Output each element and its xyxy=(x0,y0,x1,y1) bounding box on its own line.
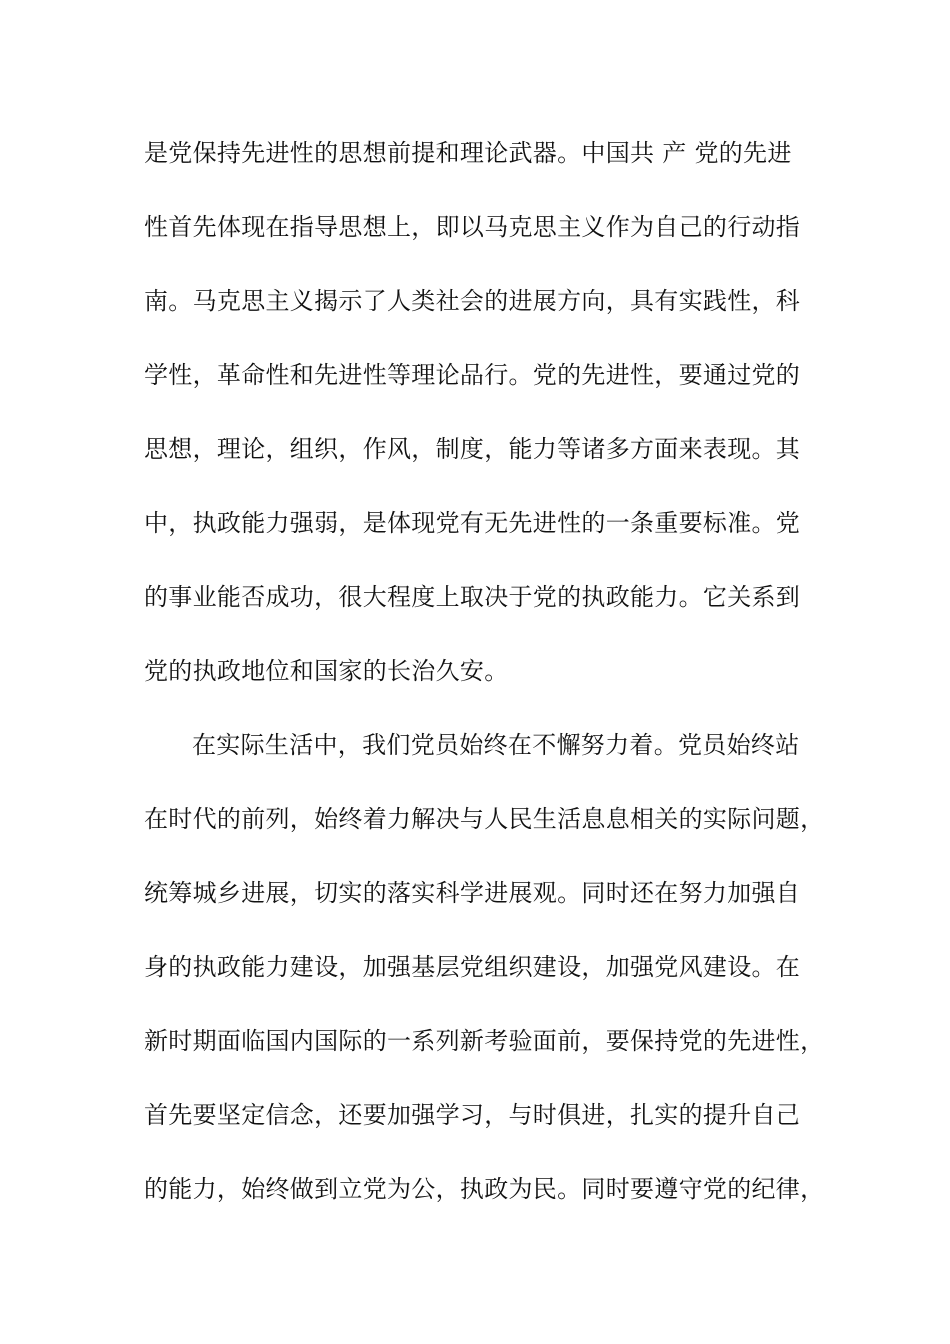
paragraph-line: 思想，理论，组织，作风，制度，能力等诸多方面来表现。其 xyxy=(144,435,801,463)
paragraph-line: 在实际生活中，我们党员始终在不懈努力着。党员始终站 xyxy=(192,731,800,759)
paragraph-1 xyxy=(144,133,808,725)
paragraph-2 xyxy=(144,725,825,1243)
paragraph-line: 身的执政能力建设，加强基层党组织建设，加强党风建设。在 xyxy=(144,953,801,981)
paragraph-line: 南。马克思主义揭示了人类社会的进展方向，具有实践性，科 xyxy=(144,287,801,315)
paragraph-line: 的能力，始终做到立党为公，执政为民。同时要遵守党的纪律， xyxy=(144,1175,825,1203)
body-text xyxy=(144,133,825,1243)
paragraph-line: 是党保持先进性的思想前提和理论武器。中国共 产 党的先进 xyxy=(144,139,792,167)
paragraph-line: 性首先体现在指导思想上，即以马克思主义作为自己的行动指 xyxy=(144,213,801,241)
paragraph-line: 在时代的前列，始终着力解决与人民生活息息相关的实际问题， xyxy=(144,805,825,833)
paragraph-line: 学性，革命性和先进性等理论品行。党的先进性，要通过党的 xyxy=(144,361,801,389)
paragraph-line: 统筹城乡进展，切实的落实科学进展观。同时还在努力加强自 xyxy=(144,879,801,907)
paragraph-line: 新时期面临国内国际的一系列新考验面前，要保持党的先进性， xyxy=(144,1027,825,1055)
paragraph-line: 首先要坚定信念，还要加强学习，与时俱进，扎实的提升自己 xyxy=(144,1101,801,1129)
paragraph-line: 中，执政能力强弱，是体现党有无先进性的一条重要标准。党 xyxy=(144,509,801,537)
paragraph-line: 党的执政地位和国家的长治久安。 xyxy=(144,657,509,685)
paragraph-line: 的事业能否成功，很大程度上取决于党的执政能力。它关系到 xyxy=(144,583,801,611)
